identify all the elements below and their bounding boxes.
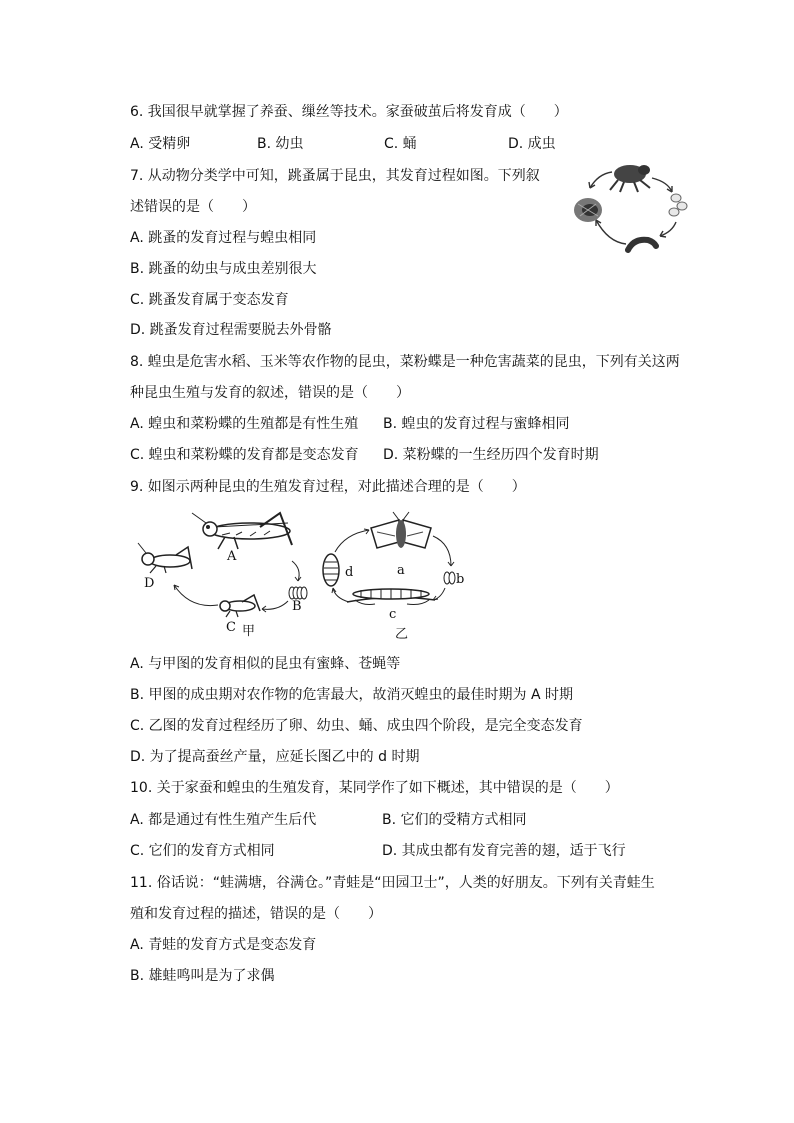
question-9-option-d: D. 为了提高蚕丝产量，应延长图乙中的 d 时期 [130, 749, 420, 765]
question-9-option-a: A. 与甲图的发育相似的昆虫有蜜蜂、苍蝇等 [130, 656, 401, 672]
question-7-option-d: D. 跳蚤发育过程需要脱去外骨骼 [130, 322, 332, 338]
svg-text:C: C [226, 620, 236, 635]
question-6-option-d: D. 成虫 [508, 136, 556, 152]
question-6-stem: 6. 我国很早就掌握了养蚕、缫丝等技术。家蚕破茧后将发育成（ ） [130, 104, 568, 120]
question-10-option-a: A. 都是通过有性生殖产生后代 [130, 812, 317, 828]
question-11-option-a: A. 青蛙的发育方式是变态发育 [130, 937, 317, 953]
question-11-stem-line-2: 殖和发育过程的描述，错误的是（ ） [130, 906, 382, 922]
young-nymph-icon [220, 595, 260, 617]
question-9-option-c: C. 乙图的发育过程经历了卵、幼虫、蛹、成虫四个阶段，是完全变态发育 [130, 718, 583, 734]
svg-text:B: B [292, 599, 302, 614]
silkworm-larva-icon [347, 589, 435, 605]
svg-text:D: D [144, 576, 155, 591]
question-10-option-b: B. 它们的受精方式相同 [382, 812, 527, 828]
cocoon-icon [323, 554, 339, 586]
question-8-option-b: B. 蝗虫的发育过程与蜜蜂相同 [383, 416, 570, 432]
silkworm-life-cycle-figure [315, 508, 475, 646]
figure-yi-caption: 乙 [395, 627, 409, 642]
older-nymph-icon [138, 543, 192, 573]
question-8-option-c: C. 蝗虫和菜粉蝶的发育都是变态发育 [130, 447, 359, 463]
svg-text:A: A [227, 549, 237, 564]
question-8-stem-line-1: 8. 蝗虫是危害水稻、玉米等农作物的昆虫，菜粉蝶是一种危害蔬菜的昆虫，下列有关这两 [130, 354, 680, 370]
svg-text:a: a [397, 563, 405, 578]
question-7-stem-line-2: 述错误的是（ ） [130, 199, 256, 215]
question-10-option-c: C. 它们的发育方式相同 [130, 843, 275, 859]
question-7-option-b: B. 跳蚤的幼虫与成虫差别很大 [130, 261, 317, 277]
question-7-option-c: C. 跳蚤发育属于变态发育 [130, 292, 289, 308]
question-10-option-d: D. 其成虫都有发育完善的翅，适于飞行 [382, 843, 626, 859]
question-9-stem: 9. 如图示两种昆虫的生殖发育过程，对此描述合理的是（ ） [130, 479, 526, 495]
egg-cluster-icon [289, 587, 307, 599]
question-11-option-b: B. 雄蛙鸣叫是为了求偶 [130, 968, 275, 984]
question-8-stem-line-2: 种昆虫生殖与发育的叙述，错误的是（ ） [130, 385, 410, 401]
question-8-option-a: A. 蝗虫和菜粉蝶的生殖都是有性生殖 [130, 416, 359, 432]
question-7-option-a: A. 跳蚤的发育过程与蝗虫相同 [130, 230, 317, 246]
svg-text:b: b [456, 572, 465, 587]
flea-life-cycle-icon [568, 160, 693, 260]
question-6-option-c: C. 蛹 [384, 136, 417, 152]
question-10-stem: 10. 关于家蚕和蝗虫的生殖发育，某同学作了如下概述，其中错误的是（ ） [130, 780, 619, 796]
question-8-option-d: D. 菜粉蝶的一生经历四个发育时期 [383, 447, 599, 463]
adult-grasshopper-icon [192, 513, 292, 549]
moth-icon [371, 512, 431, 548]
svg-text:c: c [389, 607, 397, 622]
question-9-option-b: B. 甲图的成虫期对农作物的危害最大，故消灭蝗虫的最佳时期为 A 时期 [130, 687, 573, 703]
silkworm-egg-icon [444, 572, 455, 584]
question-7-stem-line-1: 7. 从动物分类学中可知，跳蚤属于昆虫，其发育过程如图。下列叙 [130, 168, 540, 184]
svg-text:d: d [345, 565, 354, 580]
grasshopper-life-cycle-figure [130, 505, 315, 645]
figure-jia-caption: 甲 [242, 624, 256, 639]
question-6-option-b: B. 幼虫 [257, 136, 304, 152]
question-6-option-a: A. 受精卵 [130, 136, 191, 152]
question-11-stem-line-1: 11. 俗话说：“蛙满塘，谷满仓。”青蛙是“田园卫士”，人类的好朋友。下列有关青蛙生 [130, 875, 655, 891]
